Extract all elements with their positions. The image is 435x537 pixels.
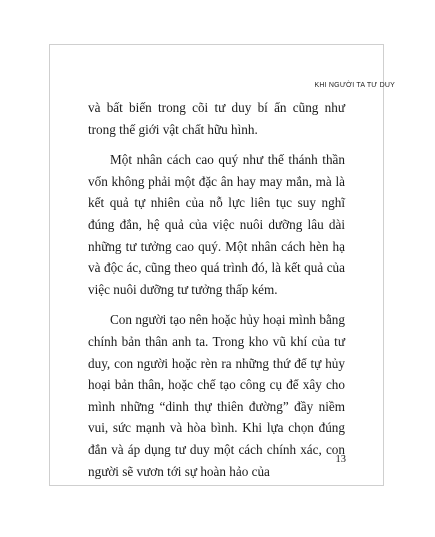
paragraph-continuation: và bất biến trong cõi tư duy bí ẩn cũng như trong thế giới vật chất hữu hình. (88, 100, 345, 137)
running-header: KHI NGƯỜI TA TƯ DUY (314, 82, 395, 89)
body-text (88, 97, 345, 491)
paragraph: Một nhân cách cao quý như thế thánh thần vốn không phải một đặc ân hay may mắn, mà là kết quả tự nhiên của nỗ lực liên tục suy nghĩ đúng đắn, hệ quả của việc nuôi dưỡng lâu dài những tư tưởng cao quý. Một nhân cách hèn hạ và độc ác, cũng theo quá trình đó, là kết quả của việc nuôi dưỡng tư tưởng thấp kém. (88, 152, 345, 297)
paragraph: Con người tạo nên hoặc hủy hoại mình bằng chính bản thân anh ta. Trong kho vũ khí của tư duy, con người hoặc rèn ra những thứ để tự hủy hoại bản thân, hoặc chế tạo công cụ để xây cho mình những “dinh thự thiên đường” đầy niềm vui, sức mạnh và hòa bình. Khi lựa chọn đúng đắn và áp dụng tư duy một cách chính xác, con người sẽ vươn tới sự hoàn hảo của (88, 312, 345, 479)
page-number: 13 (335, 454, 346, 465)
